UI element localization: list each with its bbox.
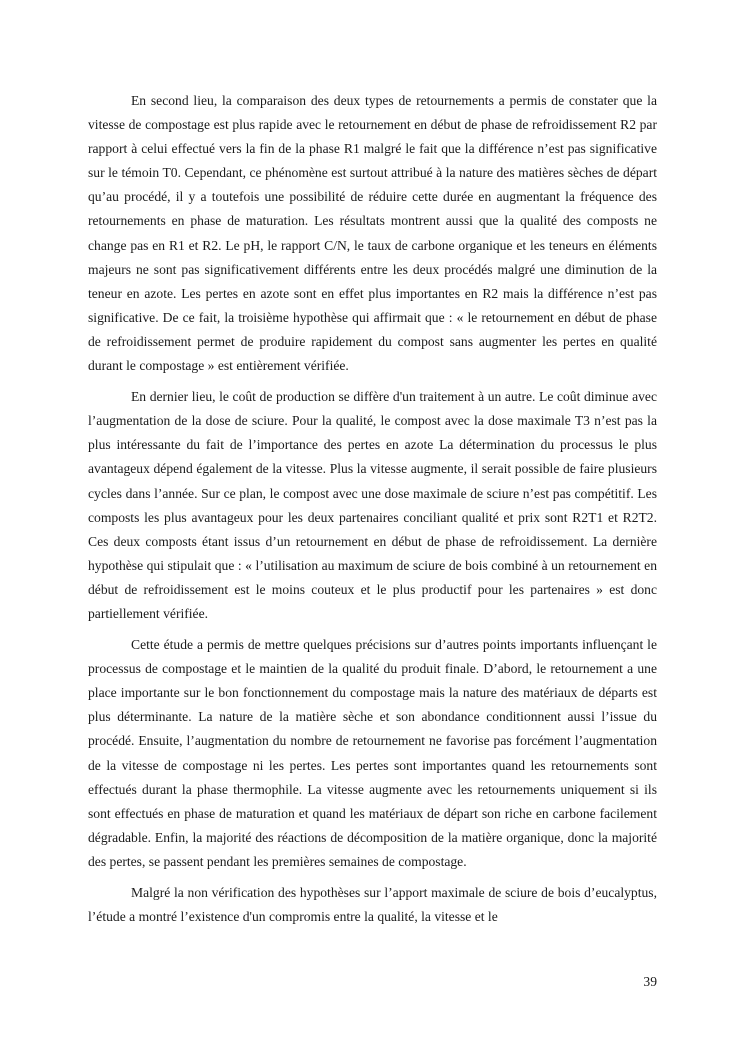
paragraph-study-findings: Cette étude a permis de mettre quelques précisions sur d’autres points importants influençant le processus de compostage et le maintien de la qualité du produit finale. D’abord, le retournement a une place importante sur le bon fonctionnement du compostage mais la nature des matériaux de départs est plus déterminante. La nature de la matière sèche et son abondance conditionnent aussi l’issue du procédé. Ensuite, l’augmentation du nombre de retournement ne favorise pas forcément l’augmentation de la vitesse de compostage ni les pertes. Les pertes sont importantes quand les retournements sont effectués durant la phase thermophile. La vitesse augmente avec les retournements uniquement si ils sont effectués en phase de maturation et quand les matériaux de départ son riche en carbone facilement dégradable. Enfin, la majorité des réactions de décomposition de la matière organique, donc la majorité des pertes, se passent pendant les premières semaines de compostage. [88, 637, 657, 869]
page-number: 39 [643, 974, 657, 989]
document-body [88, 89, 657, 936]
paragraph-retournement-comparison: En second lieu, la comparaison des deux types de retournements a permis de constater que la vitesse de compostage est plus rapide avec le retournement en début de phase de refroidissement R2 par rapport à celui effectué vers la fin de la phase R1 malgré le fait que la différence n’est pas significative sur le témoin T0. Cependant, ce phénomène est surtout attribué à la nature des matières sèches de départ qu’au procédé, il y a toutefois une possibilité de réduire cette durée en augmentant la fréquence des retournements en phase de maturation. Les résultats montrent aussi que la qualité des composts ne change pas en R1 et R2. Le pH, le rapport C/N, le taux de carbone organique et les teneurs en éléments majeurs ne sont pas significativement différents entre les deux procédés malgré une diminution de la teneur en azote. Les pertes en azote sont en effet plus importantes en R2 mais la différence n’est pas significative. De ce fait, la troisième hypothèse qui affirmait que : « le retournement en début de phase de refroidissement permet de produire rapidement du compost sans augmenter les pertes en qualité durant le compostage » est entièrement vérifiée. [88, 93, 657, 374]
paragraph-conclusion-start: Malgré la non vérification des hypothèses sur l’apport maximale de sciure de bois d’eucalyptus, l’étude a montré l’existence d'un compromis entre la qualité, la vitesse et le [88, 885, 657, 925]
paragraph-production-cost: En dernier lieu, le coût de production se diffère d'un traitement à un autre. Le coût diminue avec l’augmentation de la dose de sciure. Pour la qualité, le compost avec la dose maximale T3 n’est pas la plus intéressante du fait de l’importance des pertes en azote La détermination du processus le plus avantageux dépend également de la vitesse. Plus la vitesse augmente, il serait possible de faire plusieurs cycles dans l’année. Sur ce plan, le compost avec une dose maximale de sciure n’est pas compétitif. Les composts les plus avantageux pour les deux partenaires conciliant qualité et prix sont R2T1 et R2T2. Ces deux composts étant issus d’un retournement en début de phase de refroidissement. La dernière hypothèse qui stipulait que : « l’utilisation au maximum de sciure de bois combiné à un retournement en début de refroidissement est le moins couteux et le plus productif pour les partenaires » est donc partiellement vérifiée. [88, 389, 657, 621]
